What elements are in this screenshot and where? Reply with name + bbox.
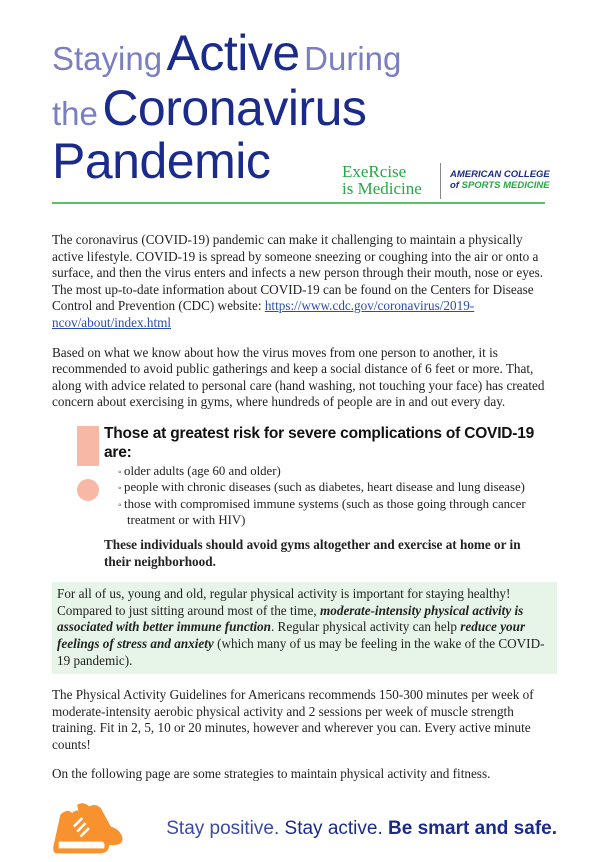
slogan-part: Be smart and safe. — [388, 818, 557, 840]
slogan-part: Stay positive. — [166, 818, 280, 840]
logo-text: SPORTS MEDICINE — [461, 179, 550, 191]
title-word: During — [304, 40, 402, 77]
slogan-part: Stay active. — [284, 818, 383, 840]
slogan — [166, 818, 557, 840]
title-line-1 — [52, 25, 402, 81]
exclamation-dot-icon — [77, 479, 99, 501]
distancing-paragraph: Based on what we know about how the virus moves from one person to another, it is recommended to avoid public gatherings and keep a social distance of 6 feet or more. That, along with advice related to personal care (hand washing, not touching your face) has created concern about exercising in gyms, where hundreds of people are in and out every day. — [52, 344, 545, 410]
title-line-3 — [52, 133, 271, 189]
logo-divider — [440, 163, 441, 199]
emphasis: moderate-intensity physical activity is associated with better immune function — [57, 602, 524, 635]
title-word: Coronavirus — [102, 80, 367, 136]
highlight-paragraph — [57, 586, 552, 669]
emphasis: reduce your feelings of stress and anxiety — [57, 619, 526, 651]
title-line-2 — [52, 80, 367, 136]
title-word: Staying — [52, 40, 163, 77]
risk-section — [52, 424, 557, 570]
footer — [52, 796, 557, 862]
title-word: Pandemic — [52, 133, 271, 189]
exercise-is-medicine-logo — [342, 163, 422, 197]
logo-text: is Medicine — [342, 179, 422, 198]
list-item: ◦ people with chronic diseases (such as diabetes, heart disease and lung disease) — [118, 480, 557, 497]
logo-text: ExeRcise — [342, 162, 407, 181]
risk-advice: These individuals should avoid gyms altogether and exercise at home or in their neighborhood. — [104, 536, 521, 569]
logo-text: AMERICAN COLLEGE — [450, 169, 550, 180]
risk-heading: Those at greatest risk for severe complications of COVID-19 are: — [104, 424, 535, 461]
logo-text: of — [450, 179, 459, 191]
intro-text: The coronavirus (COVID-19) pandemic can make it challenging to maintain a physically active lifestyle. COVID-19 is spread by someone sneezing or coughing into the air or onto a surface, and then the virus enters and infects a new person through their mouth, nose or eyes. The most up-to-date information about COVID-19 can be found on the Centers for Disease Control and Prevention (CDC) website: — [52, 232, 544, 314]
cdc-link[interactable]: https://www.cdc.gov/coronavirus/2019-ncov/about/index.html — [52, 298, 475, 330]
text: . Regular physical activity can help — [270, 619, 461, 635]
highlight-box — [52, 582, 557, 674]
header-divider — [52, 202, 545, 204]
list-item: ◦ older adults (age 60 and older) — [118, 464, 557, 481]
title-word: the — [52, 95, 98, 132]
intro-paragraph — [52, 232, 557, 332]
exclamation-icon — [77, 426, 99, 466]
risk-list — [118, 464, 557, 529]
list-item: ◦ those with compromised immune systems (such as those going through cancer treatment or with HIV) — [118, 497, 557, 529]
following-page-note: On the following page are some strategies to maintain physical activity and fitness. — [52, 766, 491, 782]
text: For all of us, young and old, regular physical activity is important for staying healthy! Compared to just sitting around most of the time, — [57, 586, 511, 618]
guidelines-paragraph: The Physical Activity Guidelines for Americans recommends 150-300 minutes per week of moderate-intensity aerobic physical activity and 2 sessions per week of muscle strength training. Fit in 2, 5, 10 or 20 minutes, however and wherever you can. Every active minute counts! — [52, 687, 534, 752]
body-content — [52, 232, 557, 862]
sneakers-icon — [52, 796, 124, 862]
text: (which many of us may be feeling in the wake of the COVID-19 pandemic). — [57, 635, 545, 668]
acsm-logo — [450, 170, 550, 191]
title-word: Active — [166, 25, 300, 81]
